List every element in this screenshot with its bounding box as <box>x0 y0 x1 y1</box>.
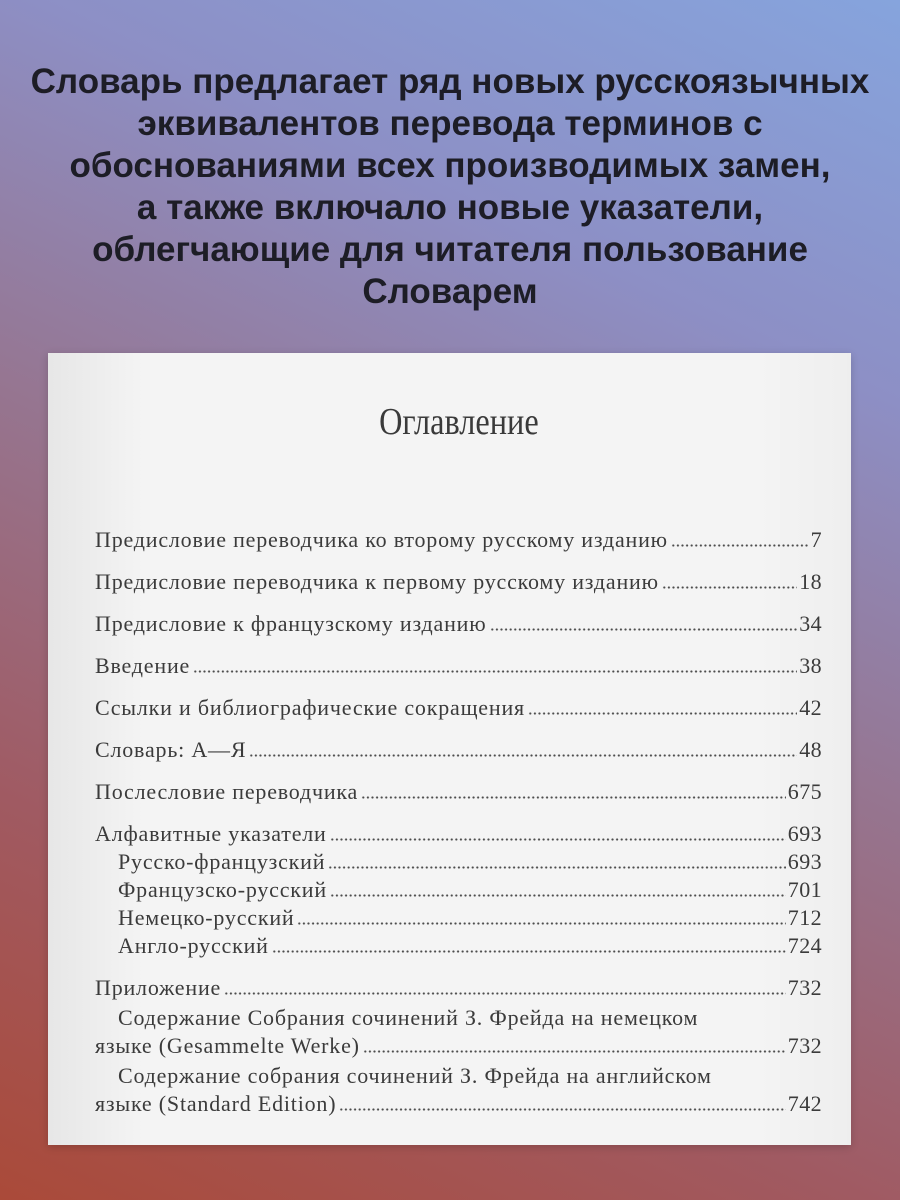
toc-subentry-title-line: Содержание Собрания сочинений З. Фрейда на немецком <box>118 1005 699 1030</box>
toc-entry-page: 18 <box>799 569 822 594</box>
toc-subentry-page: 724 <box>787 933 822 958</box>
leader-dots <box>330 838 786 841</box>
leader-dots <box>361 796 786 799</box>
headline-line: а также включало новые указатели, <box>136 188 764 227</box>
toc-subentry-page: 693 <box>787 849 822 874</box>
toc-subentry-page: 732 <box>787 1033 822 1058</box>
toc-entry-page: 7 <box>810 527 822 552</box>
toc-title-area <box>48 402 851 442</box>
table-of-contents <box>48 526 851 1118</box>
toc-entry-title: Предисловие переводчика ко второму русскому изданию <box>95 527 668 552</box>
leader-dots <box>490 628 798 631</box>
leader-dots <box>528 712 797 715</box>
headline <box>0 61 900 313</box>
toc-entry-page: 675 <box>787 779 822 804</box>
toc-entry <box>95 778 822 806</box>
book-page-photo <box>48 353 851 1145</box>
toc-subentry <box>95 1062 822 1118</box>
toc-entry-title: Предисловие к французскому изданию <box>95 611 487 636</box>
toc-entry-page: 693 <box>787 821 822 846</box>
toc-subentry-page: 742 <box>787 1091 822 1116</box>
leader-dots <box>297 922 785 925</box>
toc-title: Оглавление <box>379 401 539 443</box>
headline-line: облегчающие для читателя пользование <box>92 230 808 269</box>
leader-dots <box>339 1108 785 1111</box>
toc-subentry <box>95 876 822 904</box>
toc-entry-page: 42 <box>799 695 822 720</box>
toc-entry-title: Предисловие переводчика к первому русскому изданию <box>95 569 659 594</box>
toc-subentry <box>95 848 822 876</box>
toc-entry-title: Послесловие переводчика <box>95 779 359 804</box>
toc-entry <box>95 974 822 1002</box>
toc-subentry-title-line: языке (Standard Edition) <box>95 1091 337 1116</box>
toc-entry <box>95 820 822 848</box>
toc-entry <box>95 568 822 596</box>
leader-dots <box>224 992 786 995</box>
toc-subentry-row <box>95 1090 822 1118</box>
toc-subentry-page: 701 <box>787 877 822 902</box>
leader-dots <box>330 894 786 897</box>
toc-subentry <box>95 1004 822 1060</box>
toc-subentry-title: Русско-французский <box>118 849 326 874</box>
toc-subentry <box>95 904 822 932</box>
toc-subentry-title-line: языке (Gesammelte Werke) <box>95 1033 360 1058</box>
toc-entry-title: Словарь: А—Я <box>95 737 247 762</box>
toc-subentry-page: 712 <box>787 905 822 930</box>
leader-dots <box>272 950 786 953</box>
leader-dots <box>363 1050 786 1053</box>
headline-line: Словарем <box>362 272 538 311</box>
toc-entry <box>95 610 822 638</box>
toc-entry-title: Алфавитные указатели <box>95 821 327 846</box>
toc-entry <box>95 736 822 764</box>
toc-subentry-title-line: Содержание собрания сочинений З. Фрейда на английском <box>118 1063 712 1088</box>
toc-subentry-title: Немецко-русский <box>118 905 295 930</box>
leader-dots <box>662 586 797 589</box>
toc-entry <box>95 526 822 554</box>
toc-subentry <box>95 932 822 960</box>
toc-entry-page: 732 <box>787 975 822 1000</box>
toc-entry-title: Приложение <box>95 975 222 1000</box>
toc-subentry-title: Французско-русский <box>118 877 327 902</box>
leader-dots <box>328 866 785 869</box>
toc-entry <box>95 694 822 722</box>
toc-entry-title: Ссылки и библиографические сокращения <box>95 695 525 720</box>
toc-entry <box>95 652 822 680</box>
toc-entry-page: 48 <box>799 737 822 762</box>
headline-line: Словарь предлагает ряд новых русскоязычных <box>30 62 870 101</box>
leader-dots <box>671 544 809 547</box>
toc-entry-title: Введение <box>95 653 191 678</box>
leader-dots <box>193 670 797 673</box>
toc-subentry-title: Англо-русский <box>118 933 269 958</box>
headline-line: эквивалентов перевода терминов с <box>137 104 763 143</box>
toc-entry-page: 38 <box>799 653 822 678</box>
headline-line: обоснованиями всех производимых замен, <box>69 146 831 185</box>
toc-entry-page: 34 <box>799 611 822 636</box>
toc-subentry-row <box>95 1032 822 1060</box>
leader-dots <box>249 754 797 757</box>
